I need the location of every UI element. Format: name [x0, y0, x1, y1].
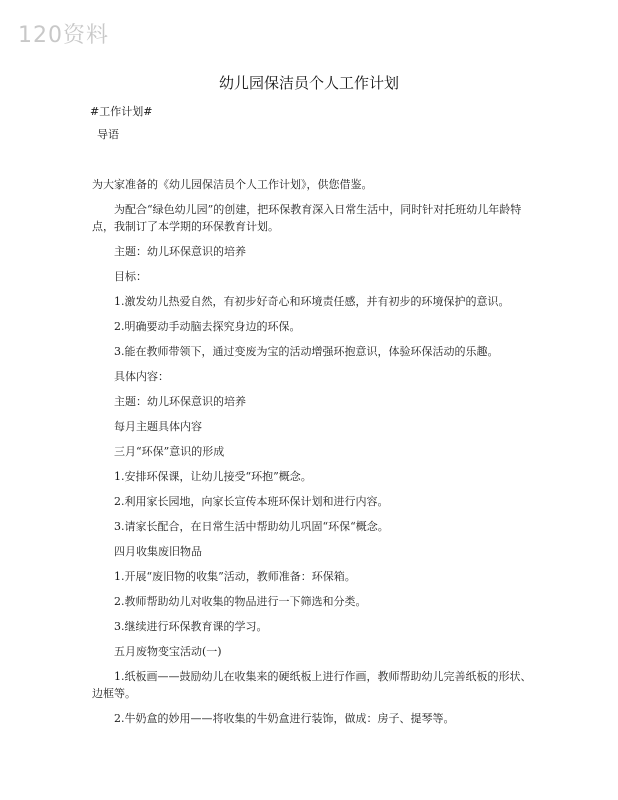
paragraph: 主题：幼儿环保意识的培养 [114, 395, 246, 408]
paragraph: 2.牛奶盒的妙用——将收集的牛奶盒进行装饰，做成：房子、提琴等。 [114, 712, 455, 725]
paragraph: 3.能在教师带领下，通过变废为宝的活动增强环抱意识，体验环保活动的乐趣。 [114, 345, 499, 358]
paragraph: 2.教师帮助幼儿对收集的物品进行一下筛选和分类。 [114, 595, 367, 608]
paragraph: 为配合“绿色幼儿园”的创建，把环保教育深入日常生活中，同时针对托班幼儿年龄特点，我制订了本学期的环保教育计划。 [92, 203, 522, 233]
paragraph: 2.利用家长园地，向家长宣传本班环保计划和进行内容。 [114, 495, 389, 508]
lead-label: 导语 [97, 128, 119, 141]
paragraph: 3.继续进行环保教育课的学习。 [114, 620, 268, 633]
document-title: 幼儿园保洁员个人工作计划 [218, 74, 399, 92]
paragraph: 1.激发幼儿热爱自然，有初步好奇心和环境责任感，并有初步的环境保护的意识。 [114, 295, 510, 308]
paragraph: 主题：幼儿环保意识的培养 [114, 245, 246, 258]
paragraph: 三月“环保”意识的形成 [114, 445, 225, 458]
document-body [92, 176, 532, 735]
paragraph: 具体内容： [114, 370, 169, 383]
paragraph: 为大家准备的《幼儿园保洁员个人工作计划》，供您借鉴。 [92, 178, 373, 191]
paragraph: 每月主题具体内容 [114, 420, 202, 433]
paragraph: 目标： [114, 270, 147, 283]
paragraph: 五月废物变宝活动(一) [114, 645, 222, 658]
category-tag: #工作计划# [90, 105, 153, 118]
paragraph: 1.安排环保课，让幼儿接受“环抱”概念。 [114, 470, 312, 483]
paragraph: 1.开展“废旧物的收集”活动，教师准备：环保箱。 [114, 570, 356, 583]
paragraph: 四月收集废旧物品 [114, 545, 202, 558]
paragraph: 3.请家长配合，在日常生活中帮助幼儿巩固“环保“概念。 [114, 520, 389, 533]
paragraph: 1.纸板画——鼓励幼儿在收集来的硬纸板上进行作画，教师帮助幼儿完善纸板的形状、边框等。 [92, 670, 532, 700]
paragraph: 2.明确要动手动脑去探究身边的环保。 [114, 320, 301, 333]
watermark: 120资料 [18, 23, 109, 48]
